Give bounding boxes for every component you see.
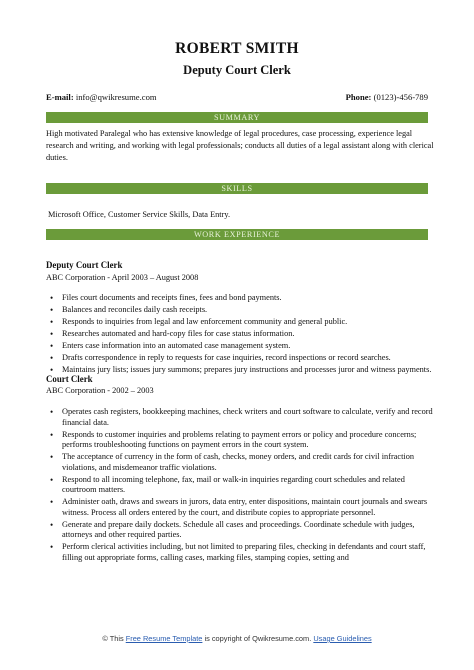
duty-item: • Enters case information into an automated case management system. [46, 341, 434, 352]
duty-item: • Operates cash registers, bookkeeping machines, check writers and court software to calculate, verify and record financial data. [46, 407, 434, 428]
summary-text: High motivated Paralegal who has extensive knowledge of legal procedures, case processing, experience legal research and writing, and working with legal professionals; conducts all duties of a legal assistant along with clerical duties. [46, 129, 434, 162]
candidate-name: ROBERT SMITH [175, 40, 299, 57]
email-block [46, 92, 157, 102]
candidate-job-title: Deputy Court Clerk [183, 63, 291, 77]
duty-item: • Balances and reconciles daily cash receipts. [46, 305, 434, 316]
job-duties-list [46, 293, 434, 377]
duty-item: • Researches automated and hard-copy files for case status information. [46, 329, 434, 340]
job-title: Court Clerk [46, 374, 93, 384]
duty-item: • Respond to all incoming telephone, fax, mail or walk-in inquiries regarding court schedules and related courtroom matters. [46, 475, 434, 496]
phone-value: (0123)-456-789 [373, 92, 428, 102]
footer-prefix: © This [102, 634, 124, 643]
job-title: Deputy Court Clerk [46, 260, 123, 270]
experience-section-bar: WORK EXPERIENCE [46, 229, 428, 240]
job-meta: ABC Corporation - 2002 – 2003 [46, 386, 154, 395]
copyright-footer [0, 634, 474, 643]
duty-item: • Maintains jury lists; issues jury summons; prepares jury instructions and processes juror and witness payments. [46, 365, 434, 376]
duty-item: • The acceptance of currency in the form of cash, checks, money orders, and credit cards for civil infraction violations, and misdemeanor traffic violations. [46, 452, 434, 473]
free-resume-template-link[interactable]: Free Resume Template [125, 634, 203, 643]
job-duties-list [46, 407, 434, 565]
duty-item: • Administer oath, draws and swears in jurors, data entry, enter dispositions, maintain court journals and swears witness. Process all orders entered by the court, and distribute copies to appropriate personnel. [46, 497, 434, 518]
email-value: info@qwikresume.com [75, 92, 157, 102]
contact-line [46, 92, 428, 102]
duty-item: • Perform clerical activities including, but not limited to preparing files, checking in defendants and court staff, filling out appropriate forms, calling cases, marking files, stamping copies, setting and [46, 542, 434, 563]
duty-item: • Responds to customer inquiries and problems relating to payment errors or policy and procedure concerns; performs troubleshooting functions on payment errors in the court system. [46, 430, 434, 451]
duty-item: • Responds to inquiries from legal and law enforcement community and general public. [46, 317, 434, 328]
job-meta: ABC Corporation - April 2003 – August 2008 [46, 273, 199, 282]
duty-item: • Generate and prepare daily dockets. Schedule all cases and proceedings. Coordinate schedule with judges, attorneys and other required parties. [46, 520, 434, 541]
duty-item: • Files court documents and receipts fines, fees and bond payments. [46, 293, 434, 304]
usage-guidelines-link[interactable]: Usage Guidelines [313, 634, 372, 643]
email-label: E-mail: [46, 92, 74, 102]
phone-label: Phone: [345, 92, 372, 102]
phone-block [346, 92, 428, 102]
skills-section-bar: SKILLS [46, 183, 428, 194]
summary-section-bar: SUMMARY [46, 112, 428, 123]
skills-text: Microsoft Office, Customer Service Skills, Data Entry. [48, 210, 231, 219]
duty-item: • Drafts correspondence in reply to requests for case inquiries, record inspections or record searches. [46, 353, 434, 364]
footer-middle: is copyright of Qwikresume.com. [204, 634, 312, 643]
